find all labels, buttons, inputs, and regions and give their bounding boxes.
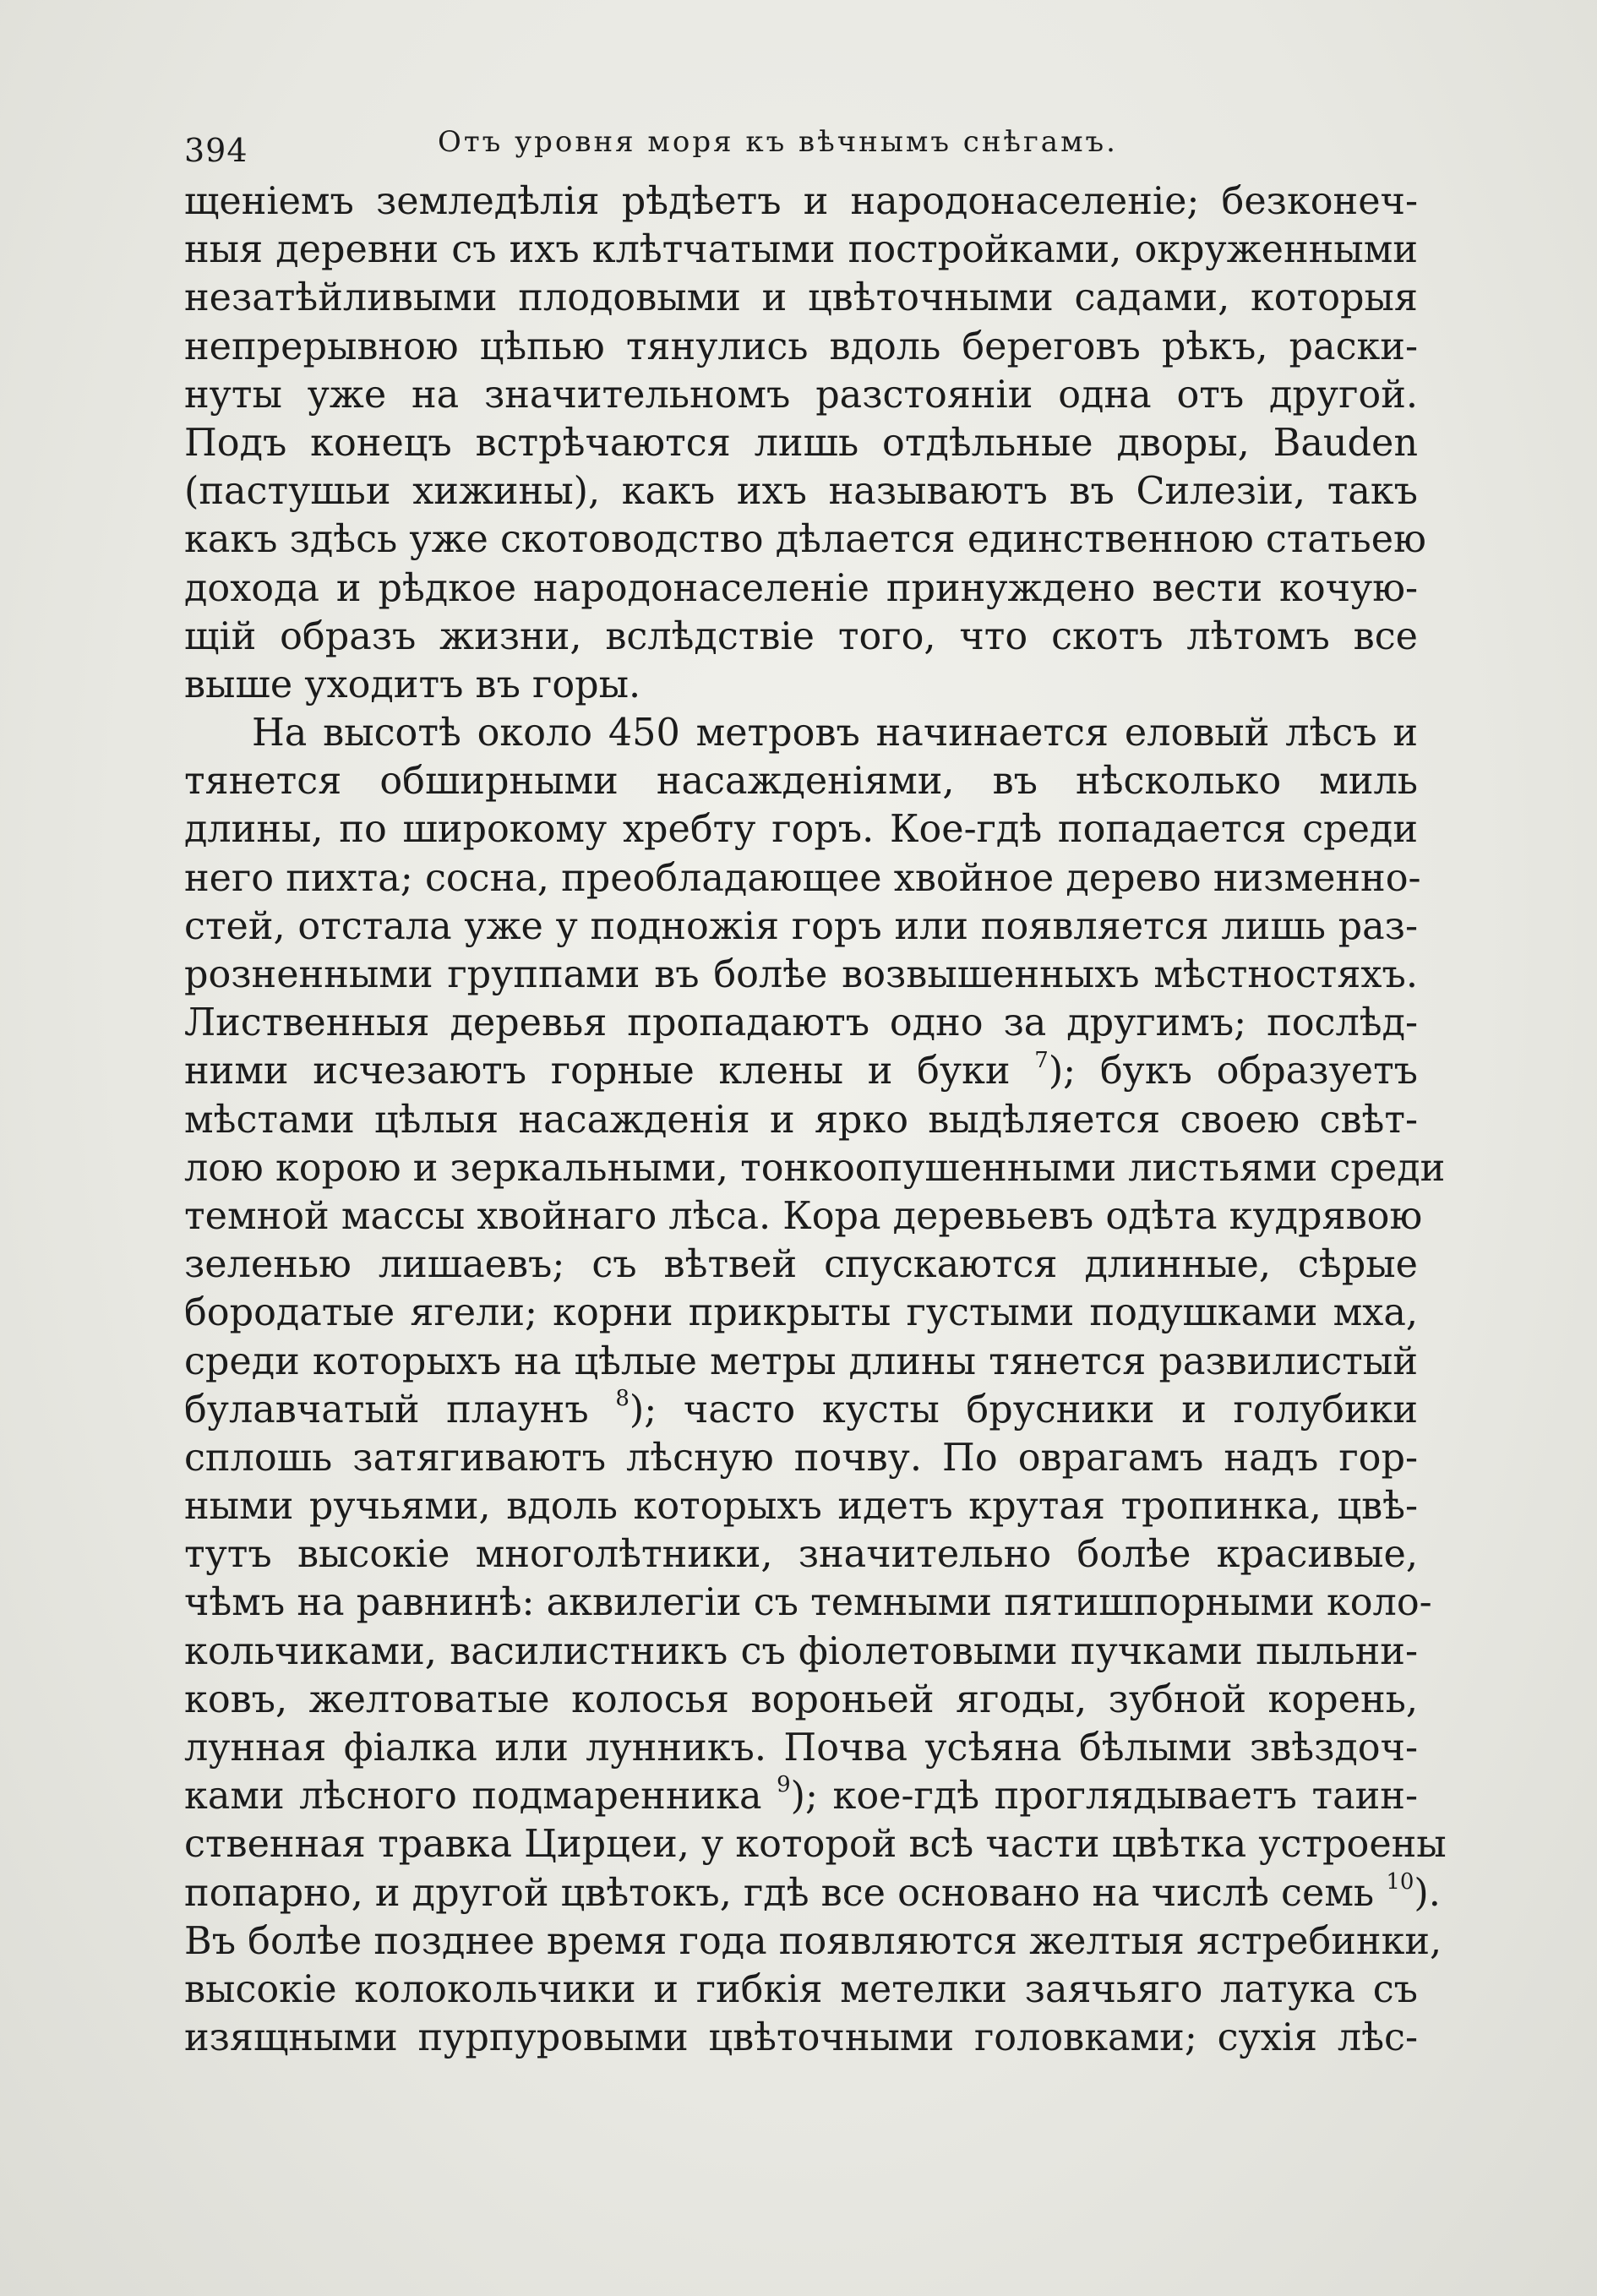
footnote-ref-9: 9 [777, 1772, 791, 1798]
text-line: щій образъ жизни, вслѣдствіе того, что скотъ лѣтомъ все [184, 614, 1418, 658]
text-line: длины, по широкому хребту горъ. Кое-гдѣ попадается среди [184, 808, 1418, 852]
text-line: зеленью лишаевъ; съ вѣтвей спускаются длинные, сѣрые [184, 1243, 1418, 1287]
line-text-tail: ). [1414, 1871, 1441, 1915]
line-text: ними исчезаютъ горные клены и буки [184, 1050, 1011, 1093]
text-line: лою корою и зеркальными, тонкоопушенными листьями среди [184, 1146, 1446, 1190]
text-line: кольчиками, василистникъ съ фіолетовыми пучками пыльни- [184, 1629, 1418, 1673]
text-line-footnote-7 [184, 1047, 1418, 1095]
footnote-ref-7: 7 [1034, 1047, 1049, 1073]
text-line-footnote-10 [184, 1868, 1441, 1917]
text-line: ковъ, желтоватые колосья вороньей ягоды, зубной корень, [184, 1677, 1418, 1721]
text-line: лунная фіалка или лунникъ. Почва усѣяна бѣлыми звѣздоч- [184, 1726, 1418, 1770]
text-line: сплошь затягиваютъ лѣсную почву. По оврагамъ надъ гор- [184, 1436, 1418, 1480]
paragraph-start-line: На высотѣ около 450 метровъ начинается еловый лѣсъ и [252, 712, 1418, 755]
text-line: бородатые ягели; корни прикрыты густыми подушками мха, [184, 1291, 1418, 1335]
body-text [184, 177, 1447, 2062]
running-title: Отъ уровня моря къ вѣчнымъ снѣгамъ. [438, 125, 1118, 159]
footnote-ref-10: 10 [1386, 1868, 1414, 1895]
text-line: изящными пурпуровыми цвѣточными головками; сухія лѣс- [184, 2016, 1418, 2060]
text-line: ными ручьями, вдоль которыхъ идетъ крутая тропинка, цвѣ- [184, 1485, 1418, 1529]
text-line: (пастушьи хижины), какъ ихъ называютъ въ Силезіи, такъ [184, 470, 1418, 514]
text-line: тутъ высокіе многолѣтники, значительно болѣе красивые, [184, 1533, 1418, 1577]
text-line: мѣстами цѣлыя насажденія и ярко выдѣляется своею свѣт- [184, 1098, 1418, 1142]
text-line: него пихта; сосна, преобладающее хвойное дерево низменно- [184, 856, 1421, 900]
line-text-tail: ); кое-гдѣ проглядываетъ таин- [790, 1775, 1418, 1819]
line-text-tail: ); часто кусты брусники и голубики [629, 1388, 1418, 1432]
paragraph-end-line: выше уходитъ въ горы. [184, 663, 641, 706]
text-line: ственная травка Цирцеи, у которой всѣ части цвѣтка устроены [184, 1823, 1447, 1867]
text-line: Лиственныя деревья пропадаютъ одно за другимъ; послѣд- [184, 1001, 1418, 1045]
text-line: нуты уже на значительномъ разстояніи одна отъ другой. [184, 373, 1418, 417]
text-line: высокіе колокольчики и гибкія метелки заячьяго латука съ [184, 1967, 1418, 2011]
text-line: щеніемъ земледѣлія рѣдѣетъ и народонаселеніе; безконеч- [184, 180, 1418, 223]
text-line-footnote-9 [184, 1772, 1418, 1820]
line-text: булавчатый плаунъ [184, 1388, 589, 1432]
text-line: ныя деревни съ ихъ клѣтчатыми постройками, окруженными [184, 228, 1418, 272]
text-line: темной массы хвойнаго лѣса. Кора деревьевъ одѣта кудрявою [184, 1194, 1423, 1238]
line-text-tail: ); букъ образуетъ [1048, 1050, 1418, 1093]
text-line: Въ болѣе позднее время года появляются желтыя ястребинки, [184, 1919, 1442, 1963]
text-line: какъ здѣсь уже скотоводство дѣлается единственною статьею [184, 518, 1426, 562]
footnote-ref-8: 8 [615, 1385, 630, 1411]
text-line: розненными группами въ болѣе возвышенныхъ мѣстностяхъ. [184, 953, 1418, 996]
page-number: 394 [184, 132, 248, 169]
text-line: стей, отстала уже у подножія горъ или появляется лишь раз- [184, 904, 1418, 948]
text-line-footnote-8 [184, 1386, 1418, 1434]
text-line: тянется обширными насажденіями, въ нѣсколько миль [184, 760, 1418, 804]
text-line: Подъ конецъ встрѣчаются лишь отдѣльные дворы, Bauden [184, 421, 1418, 465]
text-line: дохода и рѣдкое народонаселеніе принуждено вести кочую- [184, 566, 1418, 610]
page-header [184, 125, 1426, 176]
line-text: попарно, и другой цвѣтокъ, гдѣ все основано на числѣ семь [184, 1871, 1375, 1915]
text-line: непрерывною цѣпью тянулись вдоль береговъ рѣкъ, раски- [184, 324, 1418, 368]
text-line: чѣмъ на равнинѣ: аквилегіи съ темными пятишпорными коло- [184, 1581, 1432, 1625]
text-line: среди которыхъ на цѣлые метры длины тянется развилистый [184, 1339, 1418, 1383]
text-line: незатѣйливыми плодовыми и цвѣточными садами, которыя [184, 276, 1418, 320]
line-text: ками лѣсного подмаренника [184, 1775, 762, 1819]
